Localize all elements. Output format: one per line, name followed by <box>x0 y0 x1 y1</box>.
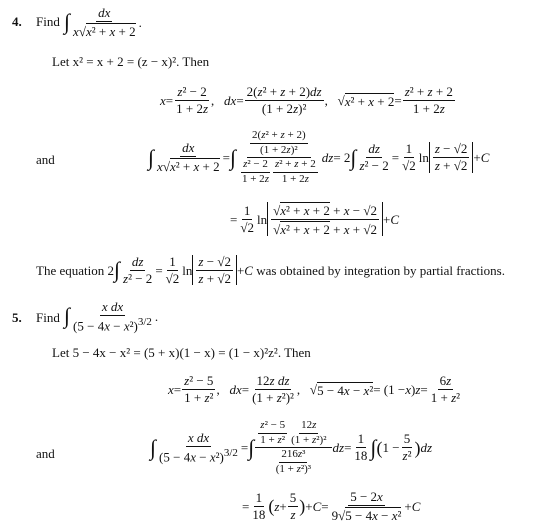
problem-5-number: 5. <box>12 310 22 325</box>
problem-4-substitution-results: x = $\frac{\text{z² − 2}}{1 + 2z}$ , dx = $\frac{\text{2(z² + z + 2)dz}}{\text{(1 + 2z)²}}$ , √ x² + x + 2 = $\frac{\text{z² + z + 2}}{1 + 2z}$ <box>160 84 453 116</box>
problem-4-find-label: Find <box>36 14 60 29</box>
problem-5-substitution: Let 5 − 4x − x² = (5 + x)(1 − x) = (1 − x)²z². Then <box>52 345 311 360</box>
problem-5-and-label: and <box>36 446 55 461</box>
problem-4-note-suffix: was obtained by integration by partial fractions. <box>256 262 505 278</box>
problem-4-integral-transform: ∫ $\frac{dx}{\text{x√x² + x + 2}}$ = ∫ $\frac{\text{2(z² + z + 2)}}{\text{(1 + 2z)²}}$ $\frac{\text{z² − 2}}{1 + 2z}$ $\frac{\text{z² + z + 2}}{1 + 2z}$ dz = 2 ∫ $\frac{dz}{\text{z² − 2}}$ = $\frac{1}{√2}$ ln $\frac{z - √2}{z + √2}$ + C <box>148 129 490 185</box>
problem-5-find-label: Find <box>36 310 60 325</box>
problem-4-note: The equation 2 ∫ $\frac{dz}{\text{z² − 2}}$ = $\frac{1}{√2}$ ln $\frac{z - √2}{z + √2}$ + C was obtained by integration by partial fractions. <box>36 254 505 286</box>
problem-5-integral-transform: ∫ $\frac{\text{x dx}}{(5 - 4x - x^2)^{3/2}}$ = ∫ $\frac{\text{z² − 5}}{\text{1 + z²}}$ $\frac{12z}{\text{(1 + z²)²}}$ $\frac{\text{216z³}}{\text{(1 + z²)³}}$ dz = $\frac{1}{18}$ ∫ ( 1 − $\frac{5}{\text{z²}}$ ) dz <box>150 419 433 475</box>
problem-4-result: = $\frac{1}{√2}$ ln $\frac{\text{√x² + x + 2 + x − √2}}{\text{√x² + x + 2 + x + √2}}$ + C <box>230 203 399 237</box>
problem-4-substitution: Let x² = x + 2 = (z − x)². Then <box>52 54 210 69</box>
problem-4-and-label: and <box>36 152 55 167</box>
problem-4-note-prefix: The equation <box>36 262 105 278</box>
problem-5-integral: ∫ $\frac{\text{x dx}}{(5 - 4x - x^2)^{3/2}}$ . <box>64 299 159 333</box>
problem-4-integral: ∫ $\frac{dx}{\text{x√x² + x + 2}}$ . <box>64 5 142 39</box>
problem-5-substitution-results: x = $\frac{\text{z² − 5}}{\text{1 + z²}}$ , dx = $\frac{\text{12z dz}}{\text{(1 + z²)²}}$ , √ 5 − 4x − x² = (1 − x ) z = $\frac{6z}{\text{1 + z²}}$ <box>168 373 461 405</box>
problem-5-result: = $\frac{1}{18}$ ( z + $\frac{5}{z}$ ) + C = $\frac{5 - 2x}{\text{9√5 − 4x − x²}}$ + C <box>242 489 421 523</box>
problem-4-number: 4. <box>12 14 22 29</box>
